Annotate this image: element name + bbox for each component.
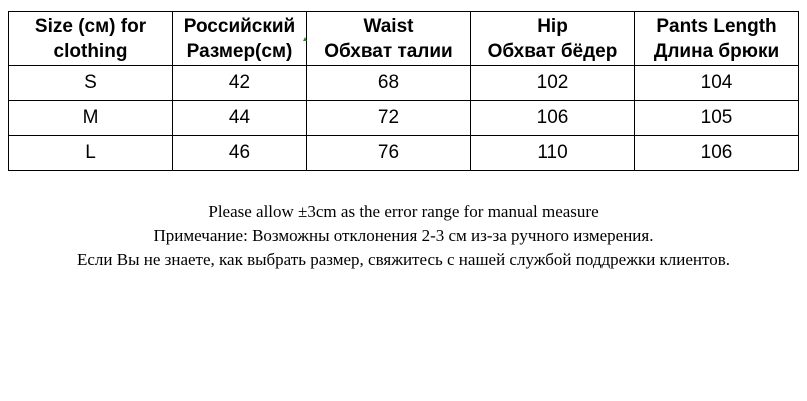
header-russian-size [173, 12, 307, 66]
header-hip-line1: Hip [537, 15, 568, 37]
cell-size: M [9, 101, 173, 136]
cell-comment-marker [303, 37, 307, 41]
header-russian-size-line1: Российский [183, 15, 296, 37]
table-row [9, 101, 799, 136]
table-row [9, 66, 799, 101]
header-russian-size-line2: Размер(см) [186, 40, 293, 62]
header-size [9, 12, 173, 66]
cell-pants-length: 106 [635, 136, 799, 171]
cell-pants-length: 105 [635, 101, 799, 136]
header-pants-length-line1: Pants Length [656, 15, 777, 37]
cell-russian-size: 46 [173, 136, 307, 171]
note-error-range-ru: Примечание: Возможны отклонения 2-3 см из-за ручного измерения. [153, 226, 654, 245]
cell-russian-size: 42 [173, 66, 307, 101]
cell-size: L [9, 136, 173, 171]
header-pants-length-line2: Длина брюки [653, 40, 780, 62]
note-contact-support: Если Вы не знаете, как выбрать размер, свяжитесь с нашей службой поддрежки клиентов. [76, 250, 731, 269]
size-chart-table [8, 11, 799, 171]
header-size-line1: Size (см) for [34, 15, 147, 37]
header-hip [471, 12, 635, 66]
measurement-notes [0, 200, 807, 272]
cell-pants-length: 104 [635, 66, 799, 101]
table-row [9, 136, 799, 171]
cell-hip: 102 [471, 66, 635, 101]
cell-hip: 110 [471, 136, 635, 171]
header-pants-length [635, 12, 799, 66]
header-waist-line2: Обхват талии [324, 40, 453, 62]
cell-waist: 76 [307, 136, 471, 171]
cell-russian-size: 44 [173, 101, 307, 136]
header-waist-line1: Waist [363, 15, 414, 37]
cell-hip: 106 [471, 101, 635, 136]
header-hip-line2: Обхват бёдер [487, 40, 618, 62]
cell-waist: 68 [307, 66, 471, 101]
cell-waist: 72 [307, 101, 471, 136]
header-size-line2: clothing [53, 40, 128, 62]
header-waist [307, 12, 471, 66]
note-error-range-en: Please allow ±3cm as the error range for manual measure [208, 202, 599, 221]
table-header-row [9, 12, 799, 66]
cell-size: S [9, 66, 173, 101]
